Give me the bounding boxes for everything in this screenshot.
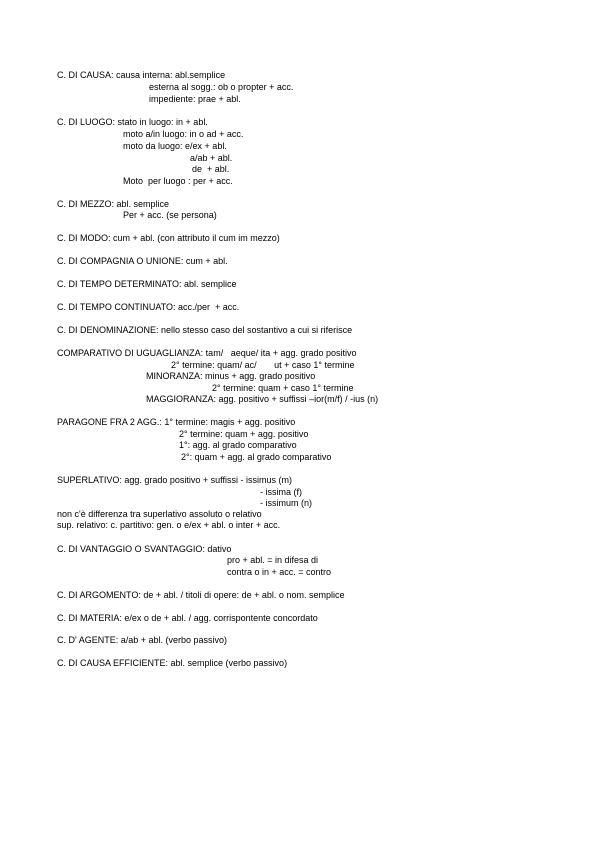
causa-esterna-line: esterna al sogg.: ob o propter + acc. <box>149 82 294 92</box>
paragone-secondo-line: 2° termine: quam + agg. positivo <box>179 429 309 439</box>
uguaglianza-secondo-line: 2° termine: quam/ ac/ ut + caso 1° termine <box>171 360 355 370</box>
vantaggio-pro-line: pro + abl. = in difesa di <box>227 555 319 565</box>
uguaglianza-line: COMPARATIVO DI UGUAGLIANZA: tam/ aeque/ ita + agg. grado positivo <box>57 348 357 358</box>
tempo-continuato-line: C. DI TEMPO CONTINUATO: acc./per + acc. <box>57 302 240 312</box>
superlativo-relativo-line: sup. relativo: c. partitivo: gen. o e/ex + abl. o inter + acc. <box>57 520 281 530</box>
luogo-de-line: de + abl. <box>192 164 230 174</box>
luogo-moto-a-line: moto a/in luogo: in o ad + acc. <box>123 129 244 139</box>
luogo-heading-line: C. DI LUOGO: stato in luogo: in + abl. <box>57 117 208 127</box>
paragone-primo-comp-line: 1°: agg. al grado comparativo <box>179 440 297 450</box>
causa-impediente-line: impediente: prae + abl. <box>149 94 241 104</box>
causa-efficiente-line: C. DI CAUSA EFFICIENTE: abl. semplice (verbo passivo) <box>57 658 288 668</box>
superlativo-line: SUPERLATIVO: agg. grado positivo + suffissi - issimus (m) <box>57 475 292 485</box>
luogo-a-ab-line: a/ab + abl. <box>190 153 233 163</box>
superlativo-n-line: - issimum (n) <box>260 498 312 508</box>
materia-line: C. DI MATERIA: e/ex o de + abl. / agg. corrispontente concordato <box>57 613 318 623</box>
minoranza-secondo-line: 2° termine: quam + caso 1° termine <box>212 383 354 393</box>
luogo-moto-da-line: moto da luogo: e/ex + abl. <box>123 141 227 151</box>
tempo-determinato-line: C. DI TEMPO DETERMINATO: abl. semplice <box>57 279 237 289</box>
mezzo-persona-line: Per + acc. (se persona) <box>123 210 217 220</box>
modo-line: C. DI MODO: cum + abl. (con attributo il cum im mezzo) <box>57 233 280 243</box>
luogo-per-line: Moto per luogo : per + acc. <box>123 176 233 186</box>
denominazione-line: C. DI DENOMINAZIONE: nello stesso caso del sostantivo a cui si riferisce <box>57 325 353 335</box>
causa-heading-line: C. DI CAUSA: causa interna: abl.semplice <box>57 70 226 80</box>
argomento-line: C. DI ARGOMENTO: de + abl. / titoli di opere: de + abl. o nom. semplice <box>57 590 345 600</box>
mezzo-heading-line: C. DI MEZZO: abl. semplice <box>57 199 170 209</box>
superlativo-f-line: - issima (f) <box>260 487 302 497</box>
minoranza-line: MINORANZA: minus + agg. grado positivo <box>146 371 316 381</box>
superlativo-differenza-line: non c'è differenza tra superlativo assoluto o relativo <box>57 509 262 519</box>
agente-line: C. D' AGENTE: a/ab + abl. (verbo passivo) <box>57 635 228 645</box>
paragone-secondo-comp-line: 2°: quam + agg. al grado comparativo <box>181 452 332 462</box>
paragone-line: PARAGONE FRA 2 AGG.: 1° termine: magis + agg. positivo <box>57 417 296 427</box>
maggioranza-line: MAGGIORANZA: agg. positivo + suffissi –ior(m/f) / -ius (n) <box>146 394 379 404</box>
vantaggio-contra-line: contra o in + acc. = contro <box>227 567 332 577</box>
compagnia-line: C. DI COMPAGNIA O UNIONE: cum + abl. <box>57 256 228 266</box>
vantaggio-line: C. DI VANTAGGIO O SVANTAGGIO: dativo <box>57 544 232 554</box>
